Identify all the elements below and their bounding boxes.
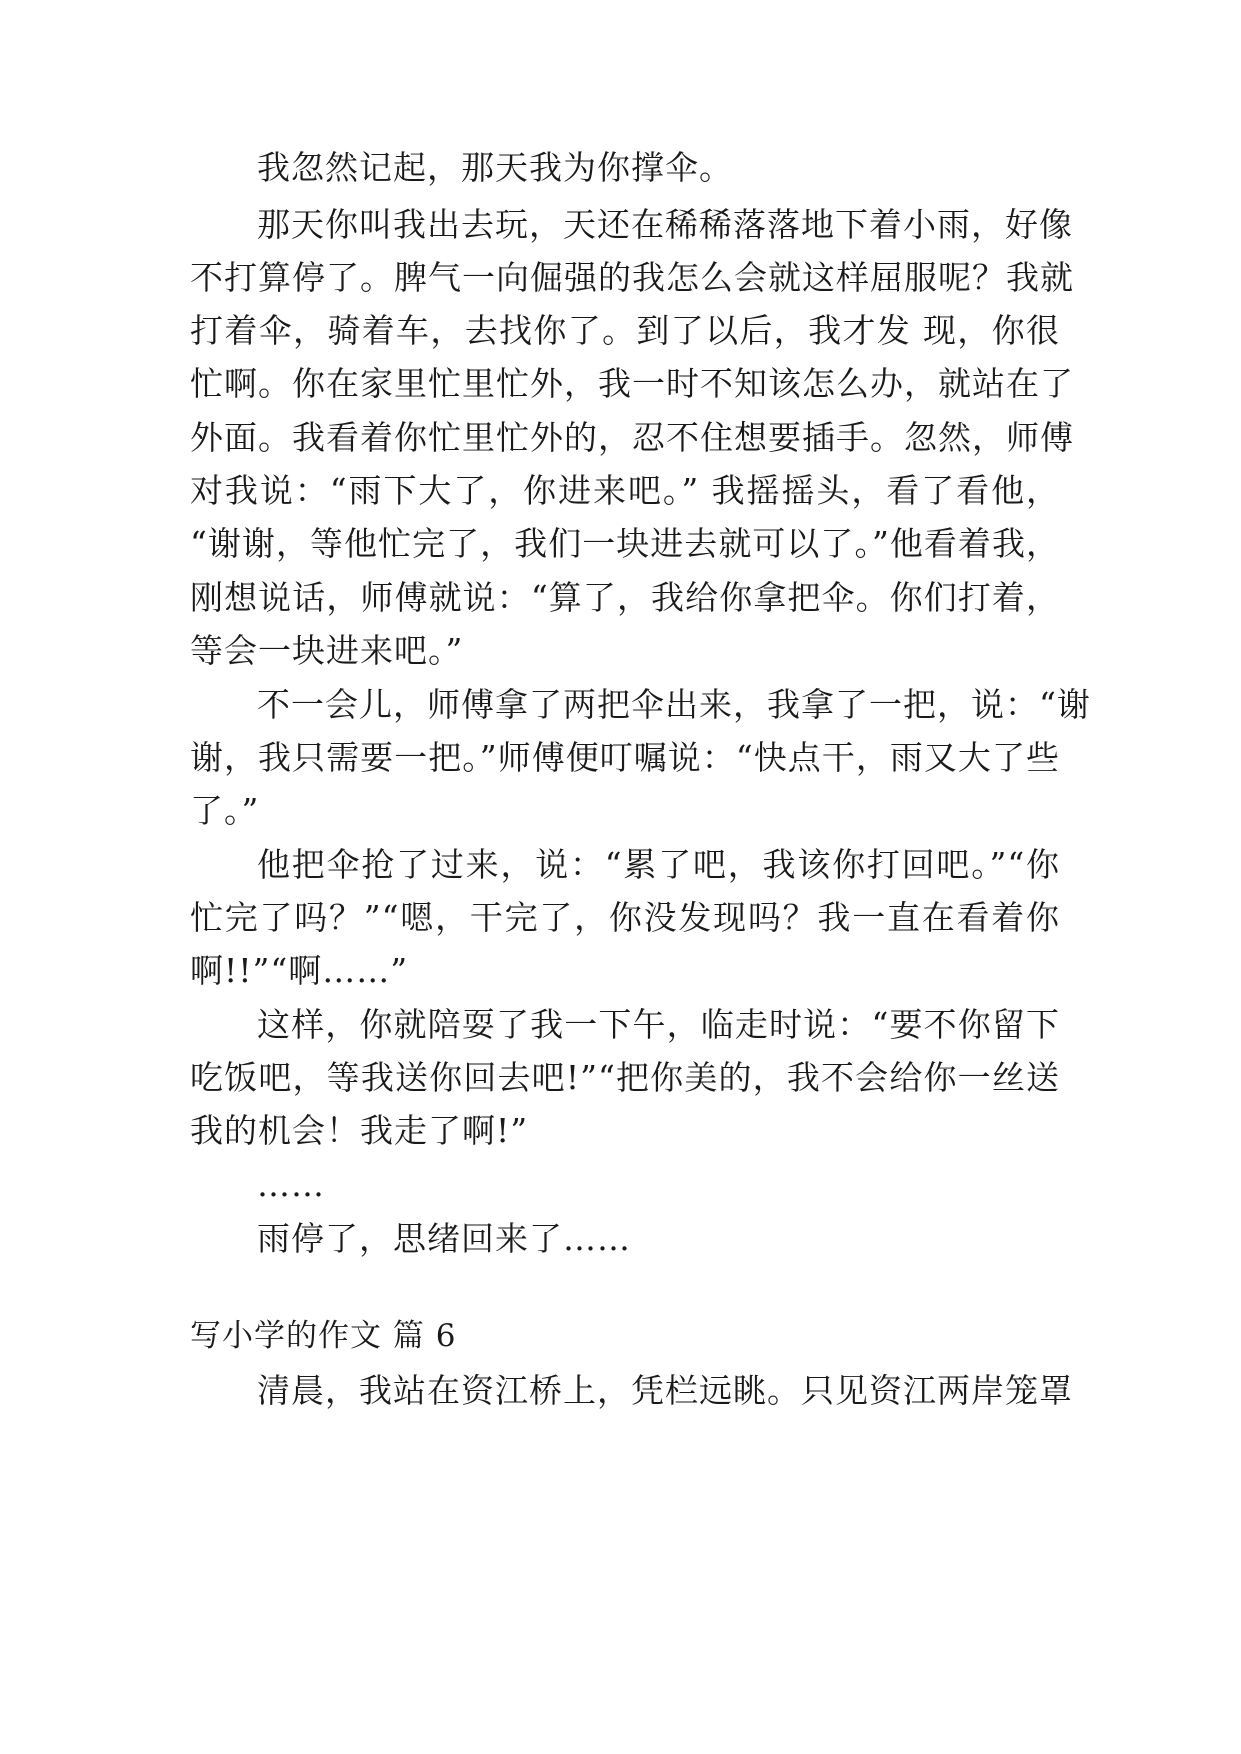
paragraph-line: 等会一块进来吧。” xyxy=(190,631,464,670)
paragraph-line: 对我说：“雨下大了，你进来吧。” 我摇摇头，看了看他， xyxy=(190,471,1060,510)
paragraph-line: 啊!!”“啊……” xyxy=(190,951,409,990)
paragraph-line: 这样，你就陪耍了我一下午，临走时说：“要不你留下 xyxy=(257,1005,1060,1044)
paragraph-line: “谢谢，等他忙完了，我们一块进去就可以了。”他看着我， xyxy=(190,524,1060,563)
paragraph-line: 了。” xyxy=(190,791,260,830)
paragraph-line: 雨停了，思绪回来了…… xyxy=(257,1219,631,1258)
paragraph-line: 外面。我看着你忙里忙外的，忍不住想要插手。忽然，师傅 xyxy=(190,418,1074,457)
paragraph-line: 不打算停了。脾气一向倔强的我怎么会就这样屈服呢？我就 xyxy=(190,258,1074,297)
paragraph-line: 忙啊。你在家里忙里忙外，我一时不知该怎么办，就站在了 xyxy=(190,364,1074,403)
paragraph-line: 吃饭吧，等我送你回去吧!”“把你美的，我不会给你一丝送 xyxy=(190,1058,1060,1097)
paragraph-line: 谢，我只需要一把。”师傅便叮嘱说：“快点干，雨又大了些 xyxy=(190,738,1060,777)
paragraph-line: 打着伞，骑着车，去找你了。到了以后，我才发 现，你很 xyxy=(190,311,1060,350)
paragraph-line: 他把伞抢了过来，说：“累了吧，我该你打回吧。”“你 xyxy=(257,845,1060,884)
paragraph-line: 清晨，我站在资江桥上，凭栏远眺。只见资江两岸笼罩 xyxy=(257,1371,1073,1410)
paragraph-line: 那天你叫我出去玩，天还在稀稀落落地下着小雨，好像 xyxy=(257,205,1073,244)
paragraph-line: 刚想说话，师傅就说：“算了，我给你拿把伞。你们打着， xyxy=(190,578,1060,617)
paragraph-line: 我的机会！我走了啊!” xyxy=(190,1111,529,1150)
paragraph-line: 忙完了吗？”“嗯，干完了，你没发现吗？我一直在看着你 xyxy=(190,898,1060,937)
section-heading: 写小学的作文 篇 6 xyxy=(190,1318,457,1354)
paragraph-line: 我忽然记起，那天我为你撑伞。 xyxy=(257,148,733,187)
paragraph-line: …… xyxy=(257,1165,325,1204)
paragraph-line: 不一会儿，师傅拿了两把伞出来，我拿了一把，说：“谢 xyxy=(257,685,1091,724)
